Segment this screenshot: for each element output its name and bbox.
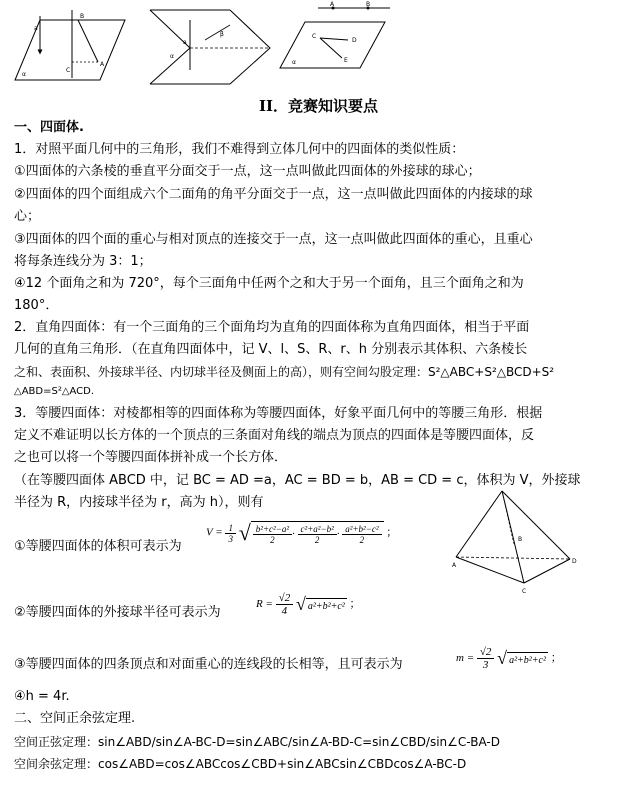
figure-plane-line-angle [15, 10, 125, 80]
formula-1-radicand: $\frac{\text{b²+c²−a²}}{2}$ · $\frac{\text{c²+a²−b²}}{2}$ · $\frac{\text{a²+b²−c²}}{2}$ [251, 521, 384, 545]
figure-plane-vectors [280, 1, 390, 68]
text-line: ④h = 4r. [14, 689, 70, 704]
text-line: ④12 个面角之和为 720°，每个三面角中任两个之和大于另一个面角，且三个面角之和为 [14, 276, 524, 291]
text-line: （在等腰四面体 ABCD 中，记 BC = AD =a，AC = BD = b，AB = CD = c，体积为 V，外接球 [14, 473, 581, 488]
tetra-label-b: B [518, 536, 523, 543]
formula-1-lhs: V = [206, 526, 223, 539]
fig3-label-a: A [330, 1, 335, 8]
fig2-label-alpha: α [170, 53, 174, 60]
fig1-label-a: a [34, 25, 38, 32]
formula-3-text: ③等腰四面体的四条顶点和对面重心的连线段的长相等，且可表示为 [14, 657, 403, 672]
heading-tetrahedron: 一、四面体. [14, 120, 84, 135]
fig2-label-beta: β [220, 31, 224, 38]
formula-3: m = $\frac{√2}{3}$ √ a²+b²+c² ； [456, 646, 562, 671]
section-title: II．竞赛知识要点 [258, 97, 379, 115]
text-line: ③四面体的四个面的重心与相对顶点的连接交于一点，这一点叫做此四面体的重心，且重心 [14, 232, 533, 247]
fig2-label-a: a [183, 39, 187, 46]
fig1-label-c: C [66, 67, 71, 74]
figure-dihedral-angle [150, 10, 270, 84]
tetra-label-a: A [452, 562, 457, 569]
text-line: 之和、表面积、外接球半径、内切球半径及侧面上的高），则有空间勾股定理：S²△ABC+S²△BCD+S² [14, 365, 555, 379]
fig3-label-b: B [366, 1, 371, 8]
fig1-label-b: B [80, 13, 85, 20]
fig3-label-e: E [344, 57, 348, 64]
fig1-label-a2: A [100, 61, 105, 68]
text-line: ②四面体的四个面组成六个二面角的角平分面交于一点，这一点叫做此四面体的内接球的球 [14, 187, 533, 202]
text-line: 心； [14, 209, 41, 224]
text-line: 1．对照平面几何中的三角形，我们不难得到立体几何中的四面体的类似性质： [14, 142, 465, 157]
tetra-label-c: C [522, 588, 527, 595]
top-figures [0, 0, 637, 92]
formula-2-text: ②等腰四面体的外接球半径可表示为 [14, 605, 221, 620]
formula-1-text: ①等腰四面体的体积可表示为 [14, 539, 182, 554]
text-line: ①四面体的六条棱的垂直平分面交于一点，这一点叫做此四面体的外接球的球心； [14, 164, 481, 179]
fig3-label-c: C [312, 33, 317, 40]
formula-1-coef: $\frac{1}{3}$ [225, 523, 236, 544]
text-line: 定义不难证明以长方体的一个顶点的三条面对角线的端点为顶点的四面体是等腰四面体，反 [14, 428, 535, 443]
text-line: 将每条连线分为 3：1； [14, 254, 152, 269]
fig3-label-d: D [352, 37, 357, 44]
tetra-label-d: D [572, 558, 577, 565]
formula-1: V = $\frac{1}{3}$ √ $\frac{\text{b²+c²−a²}}{2}$ · $\frac{\text{c²+a²−b²}}{2}$ · $\frac{\text{a²+b²−c²}}{2}$ ； [206, 520, 398, 545]
fig3-label-alpha: α [292, 59, 296, 66]
tetrahedron-figure [452, 487, 580, 597]
heading-sine-cosine: 二、空间正余弦定理. [14, 711, 136, 726]
text-line: 几何的直角三角形．（在直角四面体中，记 V、l、S、R、r、h 分别表示其体积、六条棱长 [14, 342, 528, 357]
text-line: 2．直角四面体：有一个三面角的三个面角均为直角的四面体称为直角四面体，相当于平面 [14, 320, 530, 335]
text-line: 之也可以将一个等腰四面体拼补成一个长方体． [14, 450, 288, 465]
fig1-label-alpha: α [22, 71, 26, 78]
text-line: 180°． [14, 298, 59, 313]
text-line: 半径为 R，内接球半径为 r，高为 h），则有 [14, 495, 264, 510]
formula-2: R = $\frac{√2}{4}$ √ a²+b²+c² ； [256, 592, 361, 617]
text-line-cosine-law: 空间余弦定理：cos∠ABD=cos∠ABCcos∠CBD+sin∠ABCsin∠CBDcos∠A-BC-D [14, 757, 467, 771]
text-line: 3．等腰四面体：对棱都相等的四面体称为等腰四面体，好象平面几何中的等腰三角形．根据 [14, 406, 543, 421]
text-line: △ABD=S²△ACD. [14, 386, 95, 397]
text-line-sine-law: 空间正弦定理：sin∠ABD/sin∠A-BC-D=sin∠ABC/sin∠A-BD-C=sin∠CBD/sin∠C-BA-D [14, 735, 500, 749]
